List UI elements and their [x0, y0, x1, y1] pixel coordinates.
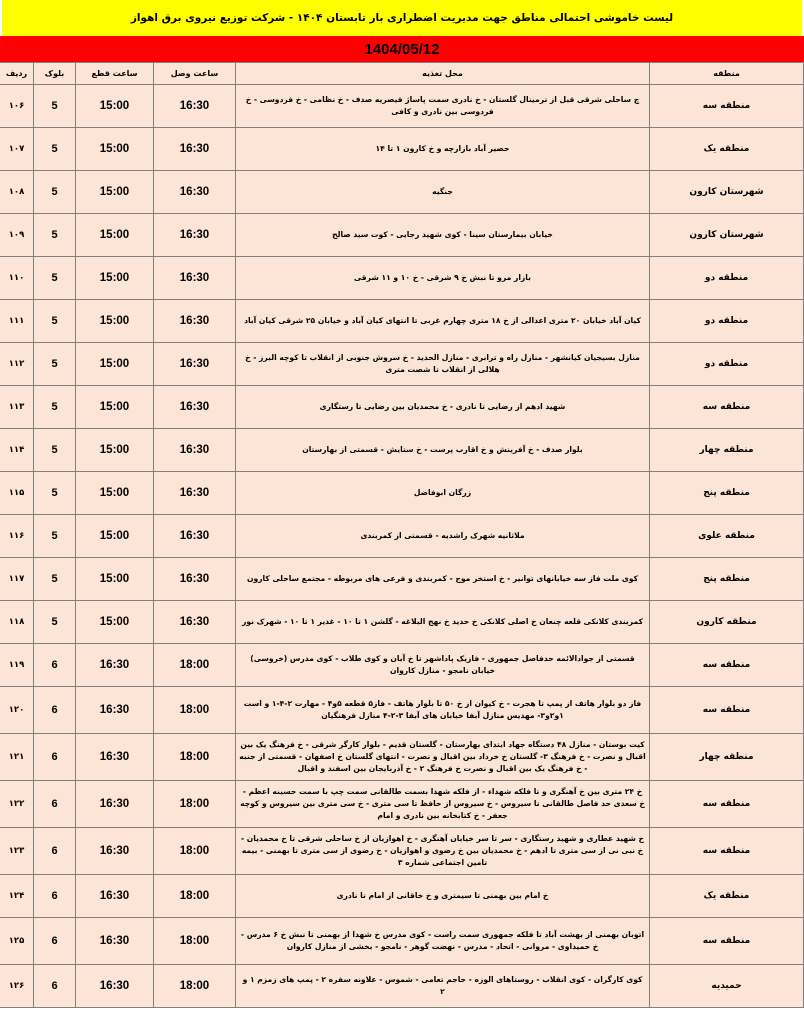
- cell-location: خ ۲۴ متری بین خ آهنگری و تا فلکه شهداء - از فلکه شهدا بسمت طالقانی سمت چپ با سمت حسینه اعظم - خ سعدی حد فاصل طالقانی تا سیروس - خ سیروس از حافظ تا سی متری - خ سی متری بین سیروس و کوچه جعفر - خ کتابخانه بین نادری و امام: [236, 781, 650, 828]
- cell-block: 6: [34, 828, 76, 875]
- cell-region: منطقه سه: [650, 687, 804, 734]
- column-header-radif: ردیف: [0, 63, 34, 85]
- cell-radif: ۱۰۸: [0, 171, 34, 214]
- cell-connect-time: 18:00: [154, 687, 236, 734]
- cell-block: 5: [34, 343, 76, 386]
- cell-location: جنگیه: [236, 171, 650, 214]
- table-row: [0, 214, 804, 257]
- column-header-connect-time: ساعت وصل: [154, 63, 236, 85]
- cell-cut-time: 15:00: [76, 128, 154, 171]
- table-row: [0, 85, 804, 128]
- table-row: [0, 644, 804, 687]
- cell-region: منطقه سه: [650, 828, 804, 875]
- cell-connect-time: 18:00: [154, 828, 236, 875]
- cell-block: 5: [34, 472, 76, 515]
- cell-block: 6: [34, 965, 76, 1008]
- cell-cut-time: 15:00: [76, 429, 154, 472]
- table-row: [0, 918, 804, 965]
- cell-connect-time: 18:00: [154, 918, 236, 965]
- column-header-cut-time: ساعت قطع: [76, 63, 154, 85]
- cell-location: منازل بسیجیان کیانشهر - منازل راه و ترابری - منازل الحدید - خ سروش جنوبی از انقلاب تا کوچه البرز - خ هلالی از انقلاب تا شصت متری: [236, 343, 650, 386]
- cell-cut-time: 15:00: [76, 257, 154, 300]
- cell-connect-time: 18:00: [154, 781, 236, 828]
- cell-block: 5: [34, 257, 76, 300]
- cell-radif: ۱۲۲: [0, 781, 34, 828]
- cell-cut-time: 15:00: [76, 515, 154, 558]
- table-header: [0, 63, 804, 85]
- cell-location: حصیر آباد بازارچه و خ کارون ۱ تا ۱۴: [236, 128, 650, 171]
- cell-cut-time: 15:00: [76, 601, 154, 644]
- cell-region: منطقه سه: [650, 85, 804, 128]
- cell-cut-time: 16:30: [76, 734, 154, 781]
- table-row: [0, 171, 804, 214]
- cell-region: منطقه سه: [650, 918, 804, 965]
- cell-block: 6: [34, 734, 76, 781]
- cell-radif: ۱۱۹: [0, 644, 34, 687]
- cell-region: منطقه سه: [650, 644, 804, 687]
- cell-radif: ۱۰۶: [0, 85, 34, 128]
- cell-connect-time: 16:30: [154, 429, 236, 472]
- cell-block: 5: [34, 171, 76, 214]
- cell-region: منطقه سه: [650, 386, 804, 429]
- cell-location: کوی کارگران - کوی انقلاب - روستاهای الوزه - حاجم تعامی - شموس - علاونه سفره ۲ - پمپ های زمزم ۱ و ۲: [236, 965, 650, 1008]
- cell-cut-time: 16:30: [76, 644, 154, 687]
- cell-radif: ۱۲۴: [0, 875, 34, 918]
- cell-region: منطقه دو: [650, 343, 804, 386]
- cell-connect-time: 16:30: [154, 343, 236, 386]
- table-row: [0, 875, 804, 918]
- cell-block: 6: [34, 781, 76, 828]
- cell-block: 5: [34, 558, 76, 601]
- cell-block: 6: [34, 875, 76, 918]
- table-row: [0, 965, 804, 1008]
- cell-connect-time: 16:30: [154, 558, 236, 601]
- cell-block: 5: [34, 429, 76, 472]
- cell-radif: ۱۱۱: [0, 300, 34, 343]
- cell-connect-time: 16:30: [154, 171, 236, 214]
- cell-radif: ۱۲۵: [0, 918, 34, 965]
- cell-block: 6: [34, 687, 76, 734]
- cell-block: 6: [34, 644, 76, 687]
- cell-connect-time: 16:30: [154, 257, 236, 300]
- cell-block: 6: [34, 918, 76, 965]
- cell-cut-time: 15:00: [76, 85, 154, 128]
- table-row: [0, 429, 804, 472]
- column-header-region: منطقه: [650, 63, 804, 85]
- cell-location: بازار مرو تا نبش خ ۹ شرقی - خ ۱۰ و ۱۱ شرقی: [236, 257, 650, 300]
- cell-cut-time: 15:00: [76, 558, 154, 601]
- table-row: [0, 300, 804, 343]
- table-row: [0, 343, 804, 386]
- cell-cut-time: 15:00: [76, 386, 154, 429]
- cell-block: 5: [34, 300, 76, 343]
- table-row: [0, 734, 804, 781]
- cell-connect-time: 18:00: [154, 644, 236, 687]
- cell-region: منطقه علوی: [650, 515, 804, 558]
- cell-cut-time: 16:30: [76, 687, 154, 734]
- cell-region: منطقه یک: [650, 875, 804, 918]
- cell-location: شهید ادهم از رضایی تا نادری - خ محمدیان بین رضایی تا رستگاری: [236, 386, 650, 429]
- cell-cut-time: 16:30: [76, 828, 154, 875]
- cell-region: منطقه چهار: [650, 429, 804, 472]
- cell-location: کیان آباد خیابان ۲۰ متری اعدالی از خ ۱۸ متری چهارم غربی تا انتهای کیان آباد و خیابان ۲۵ شرقی کیان آباد: [236, 300, 650, 343]
- cell-location: خ شهید عطاری و شهید رستگاری - سر تا سر خیابان آهنگری - خ اهوازیان از خ ساحلی شرقی تا خ محمدیان - خ نبی نی از سی متری تا ادهم - خ محمدیان بین خ رضوی و اهوازیان - خ رضوی از سی متری تا بهمنی - بیمه تامین اجتماعی شماره ۳: [236, 828, 650, 875]
- table-row: [0, 687, 804, 734]
- cell-block: 5: [34, 85, 76, 128]
- cell-location: قسمتی از جوادالائمه حدفاصل جمهوری - فازیک پاداشهر تا خ آبان و کوی طلاب - کوی مدرس (خروسی) خیابان نامجو - منازل کاروان: [236, 644, 650, 687]
- table-row: [0, 601, 804, 644]
- column-header-location: محل تغذیه: [236, 63, 650, 85]
- date-banner: [0, 36, 804, 62]
- cell-region: منطقه کارون: [650, 601, 804, 644]
- cell-location: ملاثانیه شهرک راشدیه - قسمتی از کمربندی: [236, 515, 650, 558]
- cell-location: چ ساحلی شرقی قبل از ترمینال گلستان - خ نادری سمت پاساژ قیصریه صدف - خ نظامی - خ فردوسی - خ فردوسی بین نادری و کافی: [236, 85, 650, 128]
- cell-radif: ۱۰۹: [0, 214, 34, 257]
- table-row: [0, 828, 804, 875]
- cell-location: کوی ملت فاز سه خیابانهای توانیر - خ استخر موج - کمربندی و فرعی های مربوطه - مجتمع ساحلی کارون: [236, 558, 650, 601]
- cell-location: خیابان بیمارستان سینا - کوی شهید رجایی - کوت سید صالح: [236, 214, 650, 257]
- page-title: لیست خاموشی احتمالی مناطق جهت مدیریت اضطراری بار تابستان ۱۴۰۴ - شرکت توزیع نیروی برق اهواز: [130, 12, 674, 24]
- cell-region: منطقه دو: [650, 257, 804, 300]
- cell-location: اتوبان بهمنی از بهشت آباد تا فلکه جمهوری سمت راست - کوی مدرس خ شهدا از بهمنی تا نبش خ ۶ مدرس - خ حمیداوی - مروانی - اتحاد - مدرس - نهضت گوهر - نامجو - بخشی از منازل کاروان: [236, 918, 650, 965]
- cell-connect-time: 16:30: [154, 472, 236, 515]
- cell-location: زرگان ابوفاضل: [236, 472, 650, 515]
- table-row: [0, 128, 804, 171]
- cell-block: 5: [34, 214, 76, 257]
- table-row: [0, 515, 804, 558]
- cell-region: منطقه سه: [650, 781, 804, 828]
- cell-radif: ۱۱۶: [0, 515, 34, 558]
- cell-connect-time: 16:30: [154, 300, 236, 343]
- cell-radif: ۱۱۷: [0, 558, 34, 601]
- cell-location: بلوار صدف - خ آفرینش و خ اقارب پرست - خ ستایش - قسمتی از بهارستان: [236, 429, 650, 472]
- cell-connect-time: 16:30: [154, 128, 236, 171]
- cell-connect-time: 18:00: [154, 965, 236, 1008]
- cell-radif: ۱۱۴: [0, 429, 34, 472]
- cell-region: منطقه دو: [650, 300, 804, 343]
- table-row: [0, 257, 804, 300]
- table-row: [0, 472, 804, 515]
- cell-radif: ۱۱۰: [0, 257, 34, 300]
- cell-cut-time: 16:30: [76, 781, 154, 828]
- cell-region: منطقه پنج: [650, 472, 804, 515]
- cell-region: حمیدیه: [650, 965, 804, 1008]
- cell-radif: ۱۱۵: [0, 472, 34, 515]
- cell-cut-time: 16:30: [76, 918, 154, 965]
- table-body: [0, 85, 804, 1008]
- cell-block: 5: [34, 601, 76, 644]
- cell-radif: ۱۲۱: [0, 734, 34, 781]
- cell-connect-time: 16:30: [154, 214, 236, 257]
- cell-region: منطقه چهار: [650, 734, 804, 781]
- schedule-date: 1404/05/12: [364, 40, 440, 58]
- cell-cut-time: 15:00: [76, 472, 154, 515]
- cell-region: منطقه یک: [650, 128, 804, 171]
- cell-radif: ۱۱۳: [0, 386, 34, 429]
- table-row: [0, 558, 804, 601]
- cell-connect-time: 16:30: [154, 601, 236, 644]
- title-banner: [0, 0, 804, 36]
- cell-location: کمربندی کلانکی قلعه چنعان خ اصلی کلانکی خ حدید خ نهج البلاغه - گلشن ۱ تا ۱۰ - غدیر ۱ تا ۱۰ - شهرک نور: [236, 601, 650, 644]
- cell-connect-time: 16:30: [154, 386, 236, 429]
- cell-block: 5: [34, 128, 76, 171]
- cell-cut-time: 15:00: [76, 343, 154, 386]
- header-row: [0, 63, 804, 85]
- cell-connect-time: 16:30: [154, 515, 236, 558]
- cell-radif: ۱۲۳: [0, 828, 34, 875]
- cell-block: 5: [34, 386, 76, 429]
- cell-region: منطقه پنج: [650, 558, 804, 601]
- cell-block: 5: [34, 515, 76, 558]
- cell-connect-time: 16:30: [154, 85, 236, 128]
- cell-region: شهرستان کارون: [650, 214, 804, 257]
- cell-cut-time: 15:00: [76, 171, 154, 214]
- cell-radif: ۱۲۰: [0, 687, 34, 734]
- cell-radif: ۱۰۷: [0, 128, 34, 171]
- cell-region: شهرستان کارون: [650, 171, 804, 214]
- cell-radif: ۱۲۶: [0, 965, 34, 1008]
- column-header-block: بلوک: [34, 63, 76, 85]
- cell-cut-time: 16:30: [76, 875, 154, 918]
- table-row: [0, 781, 804, 828]
- cell-radif: ۱۱۲: [0, 343, 34, 386]
- cell-location: کیت بوستان - منازل ۴۸ دستگاه جهاد ابتدای بهارستان - گلستان قدیم - بلوار کارگر شرقی - خ فرهنگ یک بین اقبال و نصرت - خ فرهنگ ۳- گلستان خ خرداد بین اقبال و نصرت - انتهای گلستان خ اصفهان - قسمتی از جنبه - خ فرهنگ یک بین اقبال و نصرت خ فرهنگ ۲ - خ آذربایجان بین اسفند و اقبال: [236, 734, 650, 781]
- cell-radif: ۱۱۸: [0, 601, 34, 644]
- cell-connect-time: 18:00: [154, 734, 236, 781]
- table-row: [0, 386, 804, 429]
- cell-cut-time: 15:00: [76, 214, 154, 257]
- cell-cut-time: 15:00: [76, 300, 154, 343]
- cell-connect-time: 18:00: [154, 875, 236, 918]
- cell-location: فاز دو بلوار هاتف از پمپ تا هجرت - خ کیوان از خ ۵۰ تا بلوار هاتف - فاز۵ قطعه ۵و۴ - مهارت ۲-۴-۱ و است ۱و۲و۳- مهدیس منازل آبفا خیابان های آبفا ۳-۲-۴ منازل فرهنگیان: [236, 687, 650, 734]
- cell-cut-time: 16:30: [76, 965, 154, 1008]
- outage-table: [0, 62, 804, 1008]
- cell-location: خ امام بین بهمنی تا سیمتری و خ خاقانی از امام تا نادری: [236, 875, 650, 918]
